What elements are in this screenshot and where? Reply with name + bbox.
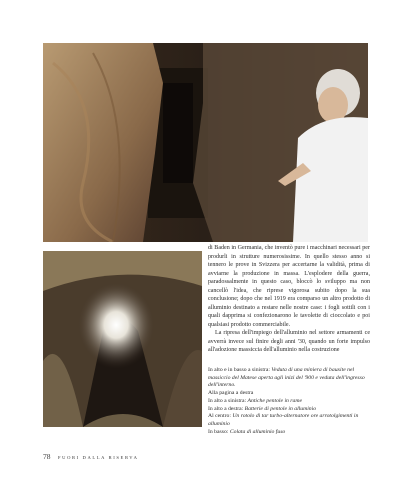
running-title: FUORI DALLA RISERVA xyxy=(58,455,139,460)
caption-1 xyxy=(208,367,370,390)
caption-6-text: Colata di alluminio fuso xyxy=(229,428,286,435)
caption-2-prefix: Alla pagina a destra xyxy=(208,390,254,397)
photo-captions xyxy=(208,367,370,436)
caption-4-text: Batterie di pentole in alluminio xyxy=(244,405,317,412)
caption-3-text: Antiche pentole in rame xyxy=(247,397,302,404)
mine-entrance-photo xyxy=(43,251,202,427)
paragraph-2: La ripresa dell'impiego dell'alluminio nel settore armamenti ce avverrà invece sul finire degli anni '30, quando un forte impulso all'adozione massiccia dell'alluminio nella costruzione xyxy=(208,330,370,353)
mine-tunnel-photo-with-man xyxy=(43,43,368,242)
caption-4 xyxy=(208,406,370,414)
caption-6-prefix: In basso: xyxy=(208,428,229,435)
caption-4-prefix: In alto a destra: xyxy=(208,405,244,412)
caption-5 xyxy=(208,413,370,428)
caption-3 xyxy=(208,398,370,406)
article-body xyxy=(208,244,370,355)
caption-1-prefix: In alto e in basso a sinistra: xyxy=(208,367,270,373)
caption-3-prefix: In alto a sinistra: xyxy=(208,397,247,404)
caption-2 xyxy=(208,390,370,398)
caption-5-text: Un rotolo di tar turbo-alternatore ore arrotolgimenti in alluminio xyxy=(208,413,359,427)
page-number: 78 xyxy=(43,452,51,461)
mine-entrance-photo-svg xyxy=(43,251,202,427)
mine-tunnel-photo-svg xyxy=(43,43,368,242)
paragraph-1: di Baden in Germania, che inventò pure i macchinari necessari per produrli in strutture numerosissime. In quello stesso anno si tennero le prove in Svizzera per accertarne la validità, prima di avviarne la produzione in massa. L'esplodere della guerra, paradossalmente in questo caso, bloccò lo sviluppo ma non cancellò l'idea, che riprese vigorosa subito dopo la sua conclusione; dopo che nel 1919 era comparso un altro prodotto di alluminio destinato a restare nelle nostre case: i fogli sottili con i quali dapprima si confezionarono le tavolette di cioccolato e poi qualsiasi prodotto commerciabile. xyxy=(208,245,370,328)
caption-1-text: Veduta di una miniera di bauxite nel massiccio del Matese aperta agli inizi del '900 e veduta dell'ingresso dell'interno. xyxy=(208,367,365,389)
caption-5-prefix: Al centro: xyxy=(208,413,231,420)
caption-6 xyxy=(208,429,370,437)
page-footer xyxy=(43,452,243,461)
